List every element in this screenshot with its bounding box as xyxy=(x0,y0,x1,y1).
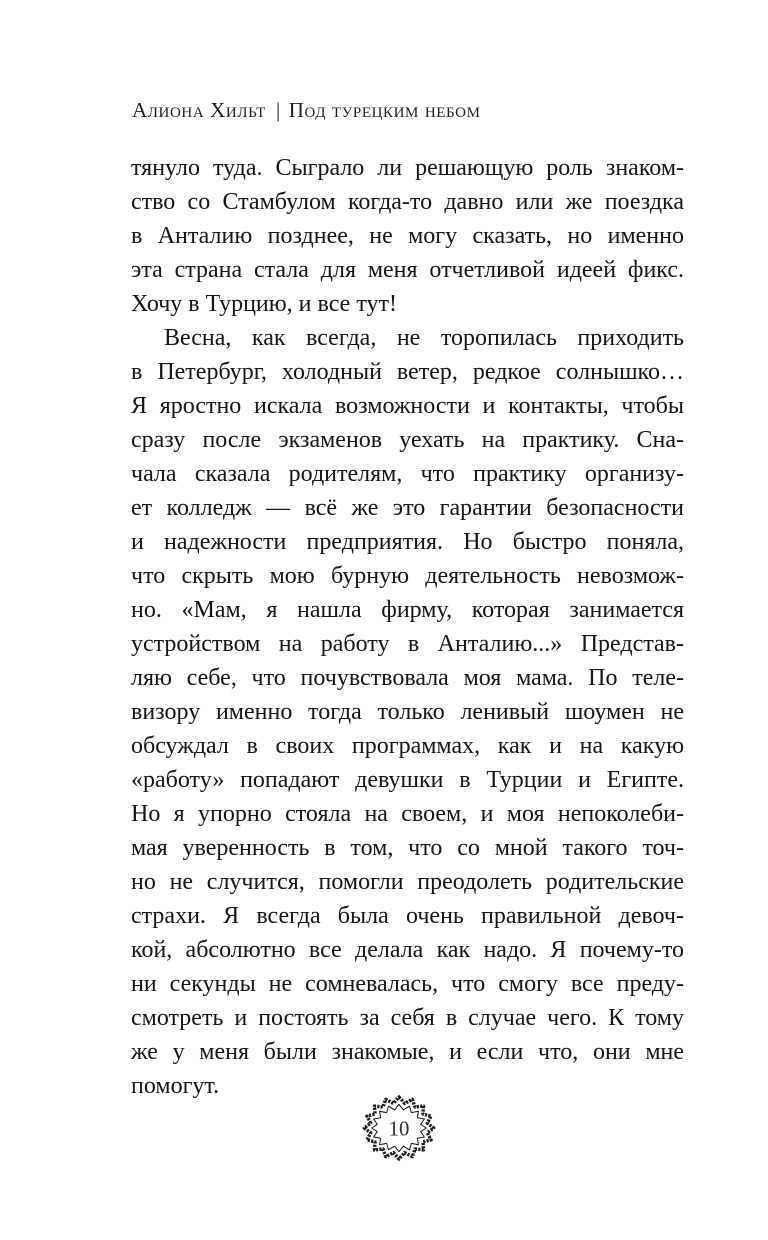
text-line: ляю себе, что почувствовала моя мама. По теле- xyxy=(131,665,684,691)
text-line: тянуло туда. Сыграло ли решающую роль знаком- xyxy=(131,155,684,181)
text-line: в Петербург, холодный ветер, редкое солнышко… xyxy=(131,359,684,385)
text-line: обсуждал в своих программах, как и на какую xyxy=(131,733,684,759)
rosette-ornament-icon xyxy=(362,1094,436,1162)
text-line: смотреть и постоять за себя в случае чего. К тому xyxy=(131,1005,684,1031)
text-line: и надежности предприятия. Но быстро поняла, xyxy=(131,529,684,555)
text-line: устройством на работу в Анталию...» Представ- xyxy=(131,631,684,657)
text-line: ет колледж — всё же это гарантии безопасности xyxy=(131,495,684,521)
text-line: же у меня были знакомые, и если что, они мне xyxy=(131,1039,684,1065)
text-line: Весна, как всегда, не торопилась приходить xyxy=(164,325,684,351)
body-text xyxy=(131,151,684,1103)
text-line: в Анталию позднее, не могу сказать, но именно xyxy=(131,223,684,249)
header-separator: | xyxy=(275,98,281,122)
text-line: кой, абсолютно все делала как надо. Я почему-то xyxy=(131,937,684,963)
text-line: эта страна стала для меня отчетливой идеей фикс. xyxy=(131,257,684,283)
text-line: мая уверенность в том, что со мной такого точ- xyxy=(131,835,684,861)
text-line: визору именно тогда только ленивый шоумен не xyxy=(131,699,684,725)
text-line: «работу» попадают девушки в Турции и Египте. xyxy=(131,767,684,793)
text-line: ни секунды не сомневалась, что смогу все преду- xyxy=(131,971,684,997)
running-header xyxy=(132,97,481,123)
text-line: ство со Стамбулом когда-то давно или же поездка xyxy=(131,189,684,215)
text-line: страхи. Я всегда была очень правильной девоч- xyxy=(131,903,684,929)
text-line: но. «Мам, я нашла фирму, которая занимается xyxy=(131,597,684,623)
page-number-ornament xyxy=(362,1094,436,1162)
text-line: сразу после экзаменов уехать на практику. Сна- xyxy=(131,427,684,453)
text-line: что скрыть мою бурную деятельность невозмож- xyxy=(131,563,684,589)
text-line: Я яростно искала возможности и контакты, чтобы xyxy=(131,393,684,419)
text-line: помогут. xyxy=(131,1073,220,1099)
text-line: Но я упорно стояла на своем, и моя непоколеби- xyxy=(131,801,684,827)
page-number: 10 xyxy=(388,1118,410,1141)
text-line: чала сказала родителям, что практику организу- xyxy=(131,461,684,487)
text-line: Хочу в Турцию, и все тут! xyxy=(131,291,397,317)
text-line: но не случится, помогли преодолеть родительские xyxy=(131,869,684,895)
author-name: Алиона Хильт xyxy=(132,98,266,122)
book-title: Под турецким небом xyxy=(288,98,481,122)
